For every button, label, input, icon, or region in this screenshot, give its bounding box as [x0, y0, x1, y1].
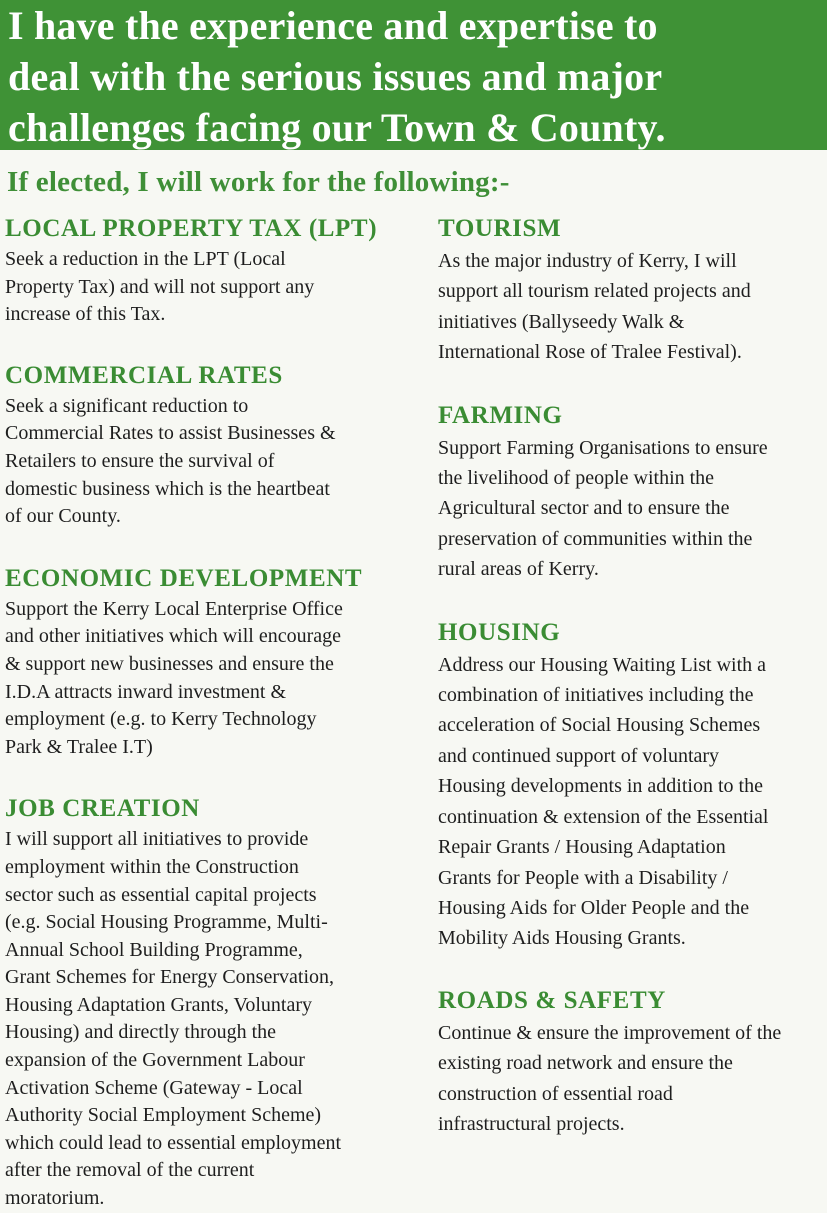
section-heading: COMMERCIAL RATES: [5, 361, 283, 389]
section-heading: HOUSING: [438, 618, 561, 646]
section-heading: ROADS & SAFETY: [438, 986, 666, 1014]
section-job-creation: [5, 792, 425, 1212]
left-column: [5, 212, 425, 1213]
section-local-property-tax: [5, 212, 425, 329]
section-heading: FARMING: [438, 401, 563, 429]
section-tourism: [438, 212, 827, 368]
banner-title: I have the experience and expertise to deal with the serious issues and major challenges facing our Town & County.: [8, 3, 666, 150]
section-body: Support Farming Organisations to ensure the livelihood of people within the Agricultural sector and to ensure the preservation of communities within the rural areas of Kerry.: [438, 436, 768, 581]
section-body: Support the Kerry Local Enterprise Office and other initiatives which will encourage & support new businesses and ensure the I.D.A attracts inward investment & employment (e.g. to Kerry Technology Park & Tralee I.T): [5, 597, 343, 758]
section-body: Seek a reduction in the LPT (Local Property Tax) and will not support any increase of this Tax.: [5, 248, 315, 326]
section-heading: ECONOMIC DEVELOPMENT: [5, 564, 363, 592]
section-housing: [438, 616, 827, 954]
header-banner: [0, 0, 827, 150]
section-commercial-rates: [5, 359, 425, 531]
section-body: Address our Housing Waiting List with a combination of initiatives including the acceleration of Social Housing Schemes and continued support of voluntary Housing developments in addition to the continuation & extension of the Essential Repair Grants / Housing Adaptation Grants for People with a Disability / Housing Aids for Older People and the Mobility Aids Housing Grants.: [438, 653, 769, 950]
section-body: As the major industry of Kerry, I will support all tourism related projects and initiatives (Ballyseedy Walk & International Rose of Tralee Festival).: [438, 250, 751, 364]
section-farming: [438, 399, 827, 585]
section-heading: JOB CREATION: [5, 795, 200, 823]
section-roads-safety: [438, 984, 827, 1140]
right-column: [438, 212, 827, 1139]
section-body: I will support all initiatives to provide employment within the Construction sector such as essential capital projects (e.g. Social Housing Programme, Multi- Annual School Building Programme, Grant Schemes for Energy Conservation, Housing Adaptation Grants, Voluntary Housing) and directly through the expansion of the Government Labour Activation Scheme (Gateway - Local Authority Social Employment Scheme) which could lead to essential employment after the removal of the current moratorium.: [5, 828, 342, 1210]
section-heading: LOCAL PROPERTY TAX (LPT): [5, 215, 378, 242]
section-body: Continue & ensure the improvement of the existing road network and ensure the construction of essential road infrastructural projects.: [438, 1021, 782, 1135]
section-body: Seek a significant reduction to Commercial Rates to assist Businesses & Retailers to ensure the survival of domestic business which is the heartbeat of our County.: [5, 394, 336, 528]
section-heading: TOURISM: [438, 215, 562, 242]
section-economic-development: [5, 562, 425, 762]
subheading: If elected, I will work for the following:-: [7, 166, 510, 198]
